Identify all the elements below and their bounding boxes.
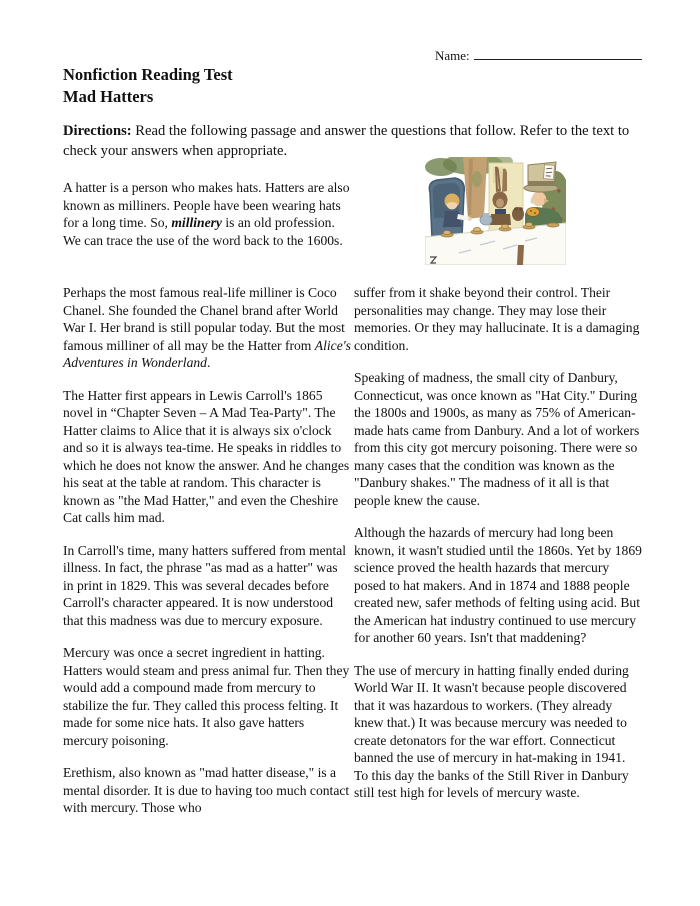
text-run: Perhaps the most famous real-life milliner is Coco Chanel. She founded the Chanel brand after World War I. Her brand is still popular today. But the most famous milliner of all may be the Hatter from <box>63 285 345 353</box>
name-blank-line[interactable] <box>474 47 642 60</box>
page-subtitle: Mad Hatters <box>63 87 154 106</box>
text-run: . <box>206 355 211 370</box>
name-label: Name: <box>435 48 470 63</box>
text-run: Alice's Adventures in Wonderland <box>63 337 351 370</box>
mad-tea-party-illustration <box>425 157 566 265</box>
passage-paragraph <box>354 284 642 354</box>
text-run: Mercury was once a secret ingredient in hatting. Hatters would steam and press animal fur. Then they would add a compound made from mercury to stabilize the fur. They called this process felting. It made for some nice hats. It also gave hatters mercury poisoning. <box>63 645 350 748</box>
name-field-row <box>435 47 642 64</box>
passage-paragraph <box>63 764 351 817</box>
passage-right-column <box>354 284 642 817</box>
passage-paragraph <box>63 387 351 527</box>
text-run: Directions: <box>63 123 132 139</box>
text-run: A hatter is a person who makes hats. Hatters are also known as milliners. People have been wearing hats for a long time. So, <box>63 180 350 230</box>
text-run: Read the following passage and answer the questions that follow. Refer to the text to check your answers when appropriate. <box>63 123 630 159</box>
directions-paragraph <box>63 122 641 161</box>
text-run: Speaking of madness, the small city of Danbury, Connecticut, was once known as "Hat City." During the 1800s and 1900s, as many as 75% of American-made hats came from Danbury. And a lot of workers from this city got mercury poisoning. There were so many cases that the condition was known as the "Danbury shakes." The madness of it all is that people knew the cause. <box>354 370 640 508</box>
text-run: suffer from it shake beyond their control. Their personalities may change. They may lose their memories. Or they may hallucinate. It is a damaging condition. <box>354 285 640 353</box>
text-run: Although the hazards of mercury had long been known, it wasn't studied until the 1860s. Yet by 1869 science proved the health hazards that mercury posed to hat makers. And in 1874 and 1888 people created new, safer methods of felting using acid. But the American hat industry continued to use mercury for another 60 years. Isn't that maddening? <box>354 525 642 645</box>
page-title: Nonfiction Reading Test <box>63 65 233 84</box>
passage-paragraph <box>63 542 351 630</box>
text-run: The Hatter first appears in Lewis Carroll's 1865 novel in “Chapter Seven – A Mad Tea-Party". The Hatter claims to Alice that it is always six o'clock and so it is always tea-time. He speaks in riddles to which he does not know the answer. And he changes his seat at the table at random. This character is known as "the Mad Hatter," and even the Cheshire Cat calls him mad. <box>63 387 350 525</box>
text-run: Erethism, also known as "mad hatter disease," is a mental disorder. It is due to having too much contact with mercury. Those who <box>63 765 350 815</box>
text-run: In Carroll's time, many hatters suffered from mental illness. In fact, the phrase "as mad as a hatter" was in print in 1829. This was several decades before Carroll's character appeared. It is now understood that this madness was due to mercury exposure. <box>63 542 347 628</box>
intro-paragraph <box>63 179 355 249</box>
text-run: The use of mercury in hatting finally ended during World War II. It wasn't because people discovered that it was hazardous to workers. (They already knew that.) It was because mercury was needed to create detonators for the war effort. Connecticut banned the use of mercury in hat-making in 1941. To this day the banks of the Still River in Danbury still test high for levels of mercury waste. <box>354 662 629 800</box>
text-run: millinery <box>171 215 222 230</box>
tea-party-drawing <box>425 157 566 265</box>
passage-paragraph <box>354 524 642 647</box>
passage-paragraph <box>354 662 642 802</box>
passage-paragraph <box>354 369 642 509</box>
text-run: is an old profession. We can trace the use of the word back to the 1600s. <box>63 215 343 248</box>
title-block <box>63 64 233 108</box>
passage-left-column <box>63 284 351 832</box>
passage-paragraph <box>63 284 351 372</box>
passage-paragraph <box>63 644 351 749</box>
